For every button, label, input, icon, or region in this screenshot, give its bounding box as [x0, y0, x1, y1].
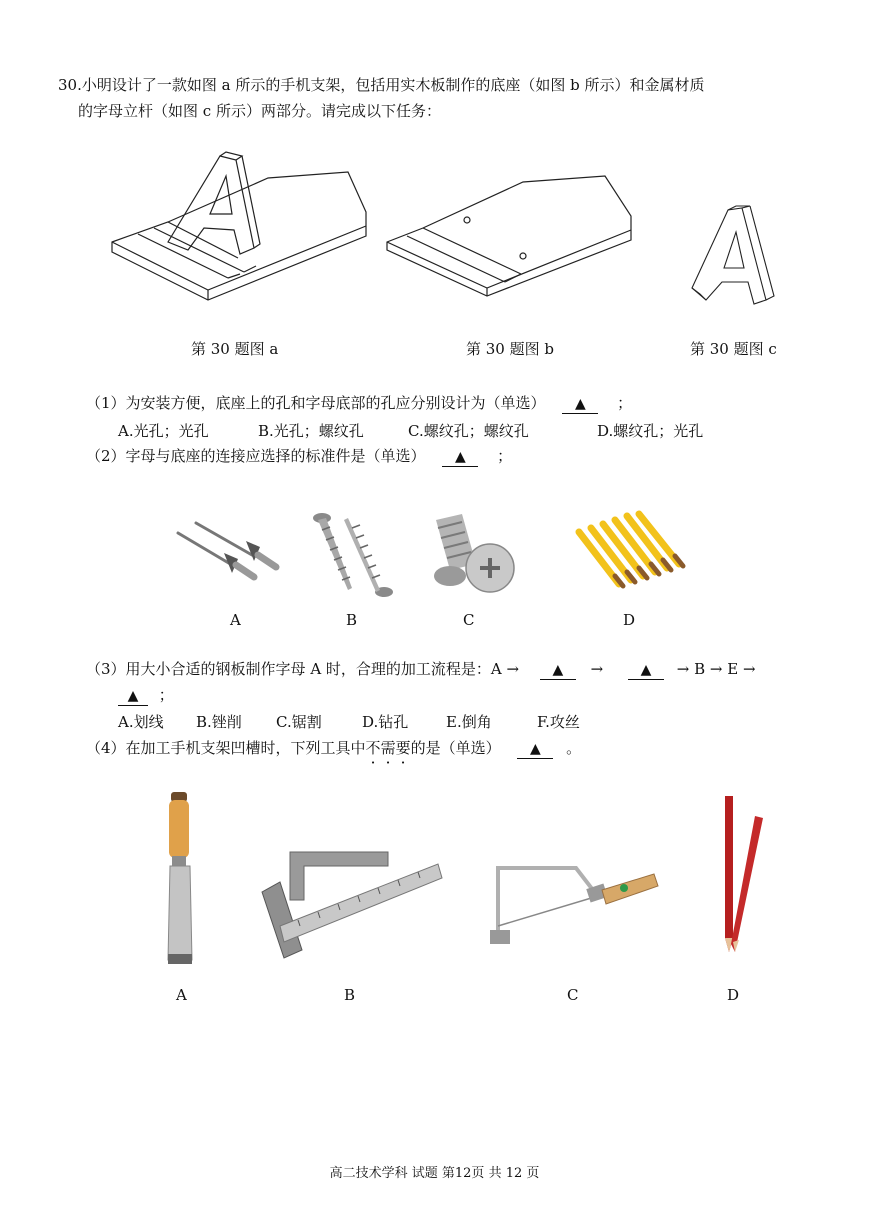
q3-option-b: B.锉削 — [196, 713, 242, 731]
q1-answer-blank[interactable]: ▲ — [562, 395, 598, 414]
q3-line2: ▲ ； — [118, 684, 174, 706]
q1-option-d: D.螺纹孔；光孔 — [597, 422, 704, 440]
q2-line: （2）字母与底座的连接应选择的标准件是（单选） ▲ ； — [86, 447, 513, 465]
q4-label-b: B — [344, 986, 356, 1004]
wood-screw-image — [308, 510, 398, 600]
coping-saw-image — [476, 860, 662, 950]
q2-label-b: B — [346, 611, 358, 629]
q3-option-f: F.攻丝 — [537, 713, 580, 731]
q3-answer-blank-2[interactable]: ▲ — [628, 661, 664, 680]
figure-c-drawing — [688, 204, 788, 314]
rivet-image — [172, 515, 282, 595]
pencil-image — [705, 792, 775, 962]
q2-answer-blank[interactable]: ▲ — [442, 448, 478, 467]
machine-screw-image — [428, 510, 518, 595]
q4-line: （4）在加工手机支架凹槽时，下列工具中不需要的是（单选） ▲ 。 — [86, 739, 582, 757]
figure-a-caption: 第 30 题图 a — [191, 340, 279, 358]
question-stem-line1: 30.小明设计了一款如图 a 所示的手机支架，包括用实木板制作的底座（如图 b 所示）和金属材质 — [58, 76, 705, 94]
q3-answer-blank-3[interactable]: ▲ — [118, 687, 148, 706]
emphasis-char-2: 需 — [380, 739, 396, 757]
q4-label-d: D — [727, 986, 740, 1004]
figure-b-drawing — [383, 170, 643, 310]
figure-b-caption: 第 30 题图 b — [466, 340, 554, 358]
q3-option-d: D.钻孔 — [362, 713, 409, 731]
chisel-image — [160, 790, 200, 970]
q1-option-c: C.螺纹孔；螺纹孔 — [408, 422, 529, 440]
q4-answer-blank[interactable]: ▲ — [517, 740, 553, 759]
figure-c-caption: 第 30 题图 c — [690, 340, 777, 358]
q4-label-a: A — [176, 986, 187, 1004]
figure-a-drawing — [108, 150, 368, 310]
question-stem-line2: 的字母立杆（如图 c 所示）两部分。请完成以下任务： — [78, 102, 441, 120]
q1-line: （1）为安装方便，底座上的孔和字母底部的孔应分别设计为（单选） ▲ ； — [86, 394, 633, 412]
q3-option-e: E.倒角 — [446, 713, 492, 731]
q3-line: （3）用大小合适的钢板制作字母 A 时，合理的加工流程是：A → ▲ → ▲ → B → E → — [86, 660, 756, 678]
emphasis-char-1: 不 — [365, 739, 381, 757]
q3-answer-blank-1[interactable]: ▲ — [540, 661, 576, 680]
question-number: 30. — [58, 76, 82, 94]
emphasis-char-3: 要 — [395, 739, 411, 757]
q2-label-d: D — [623, 611, 636, 629]
q3-option-c: C.锯割 — [276, 713, 322, 731]
q1-option-b: B.光孔；螺纹孔 — [258, 422, 364, 440]
q2-label-c: C — [463, 611, 475, 629]
q1-option-a: A.光孔；光孔 — [118, 422, 209, 440]
q4-label-c: C — [567, 986, 579, 1004]
q2-label-a: A — [230, 611, 241, 629]
expansion-anchor-image — [575, 512, 687, 592]
q3-option-a: A.划线 — [118, 713, 164, 731]
page-footer: 高二技术学科 试题 第12页 共 12 页 — [329, 1166, 540, 1181]
try-square-ruler-image — [258, 848, 444, 960]
